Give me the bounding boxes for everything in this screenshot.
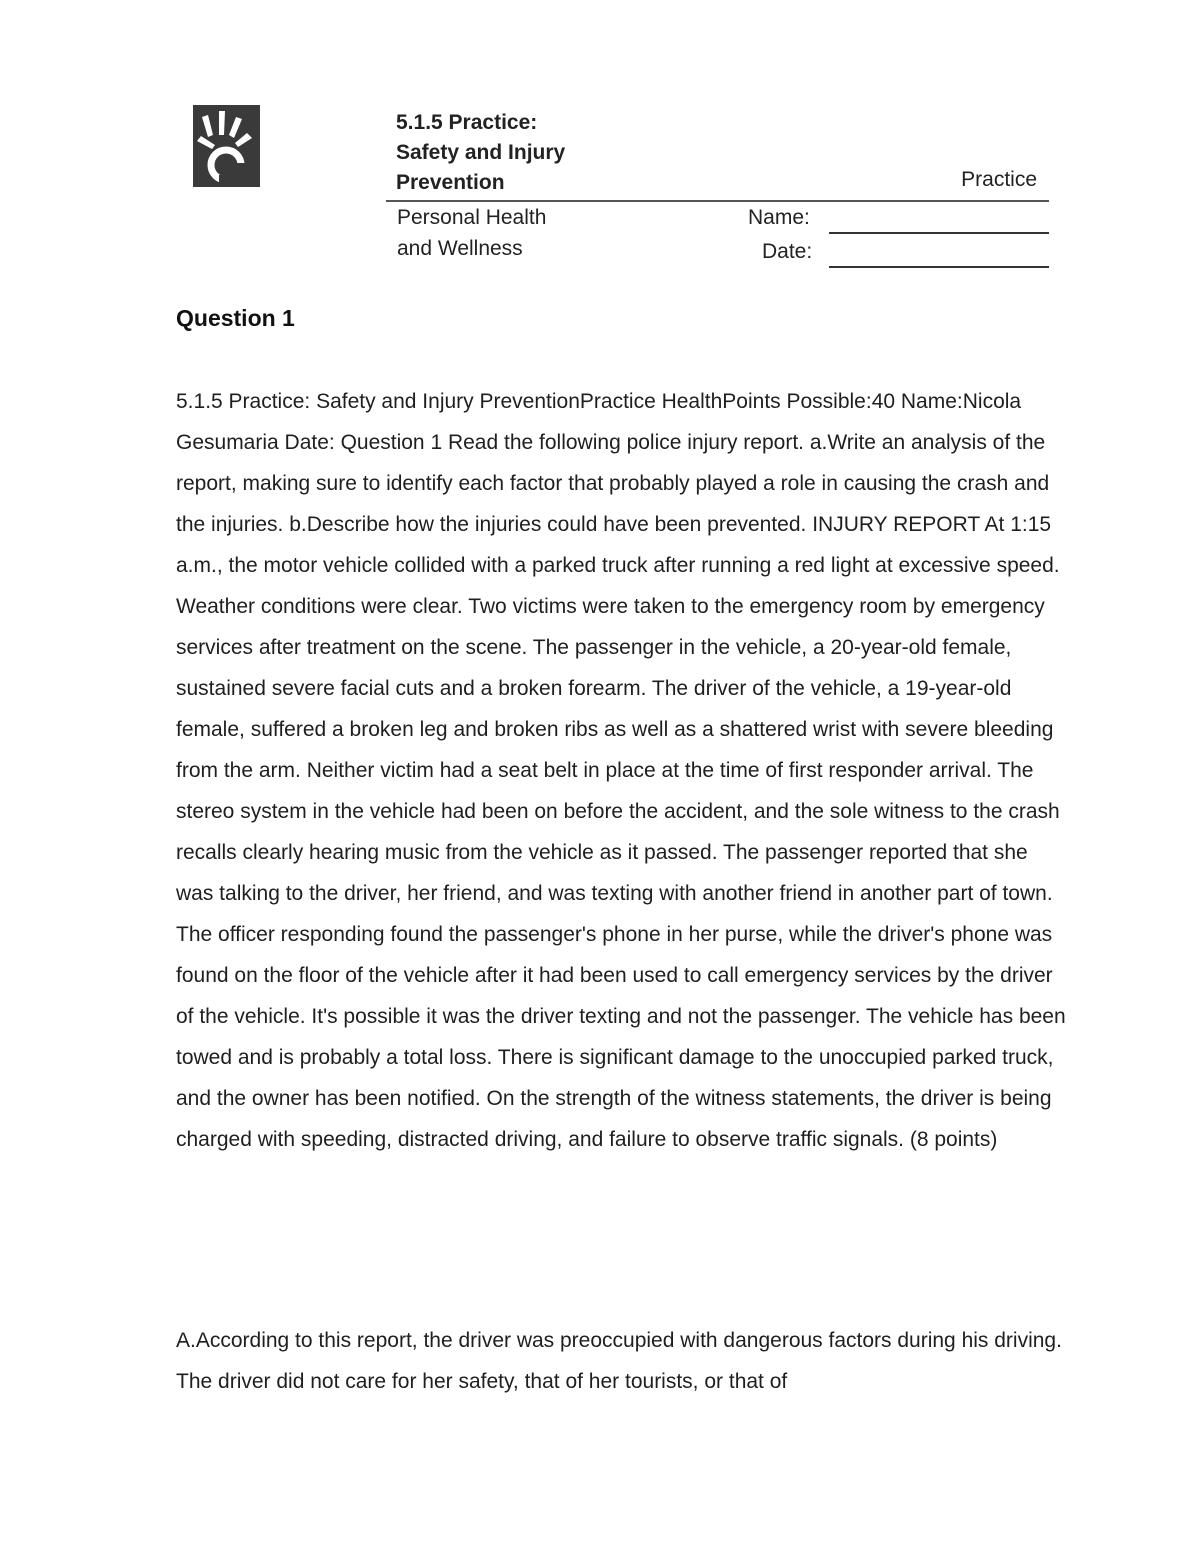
name-field[interactable] xyxy=(829,232,1049,234)
title-line-1: 5.1.5 Practice: xyxy=(396,111,538,134)
question-text: 5.1.5 Practice: Safety and Injury PreventionPractice HealthPoints Possible:40 Name:Nicola Gesumaria Date: Question 1 Read the following police injury report. a.Write an analysis of the report, making sure to identify each factor that probably played a role in causing the crash and the injuries. b.Describe how the injuries could have been prevented. INJURY REPORT At 1:15 a.m., the motor vehicle collided with a parked truck after running a red light at excessive speed. Weather conditions were clear. Two victims were taken to the emergency room by emergency services after treatment on the scene. The passenger in the vehicle, a 20-year-old female, sustained severe facial cuts and a broken forearm. The driver of the vehicle, a 19-year-old female, suffered a broken leg and broken ribs as well as a shattered wrist with severe bleeding from the arm. Neither victim had a seat belt in place at the time of first responder arrival. The stereo system in the vehicle had been on before the accident, and the sole witness to the crash recalls clearly hearing music from the vehicle as it passed. The passenger reported that she was talking to the driver, her friend, and was texting with another friend in another part of town. The officer responding found the passenger's phone in her purse, while the driver's phone was found on the floor of the vehicle after it had been used to call emergency services by the driver of the vehicle. It's possible it was the driver texting and not the passenger. The vehicle has been towed and is probably a total loss. There is significant damage to the unoccupied parked truck, and the owner has been notified. On the strength of the witness statements, the driver is being charged with speeding, distracted driving, and failure to observe traffic signals. (8 points) xyxy=(176,390,1066,1151)
course-line-1: Personal Health xyxy=(397,206,547,229)
date-label: Date: xyxy=(762,240,813,263)
answer-text: A.According to this report, the driver was preoccupied with dangerous factors during his driving. The driver did not care for her safety, that of her tourists, or that of xyxy=(176,1329,1062,1393)
name-label: Name: xyxy=(748,206,810,229)
title-line-2: Safety and Injury xyxy=(396,141,566,164)
document-type-label: Practice xyxy=(961,168,1037,191)
course-name xyxy=(397,202,546,264)
sun-lightbulb-logo-icon xyxy=(193,105,260,187)
question-heading: Question 1 xyxy=(176,305,295,331)
title-line-3: Prevention xyxy=(396,171,505,194)
date-field[interactable] xyxy=(829,266,1049,268)
course-logo xyxy=(193,105,260,187)
course-line-2: and Wellness xyxy=(397,237,523,260)
assignment-title xyxy=(396,108,565,198)
